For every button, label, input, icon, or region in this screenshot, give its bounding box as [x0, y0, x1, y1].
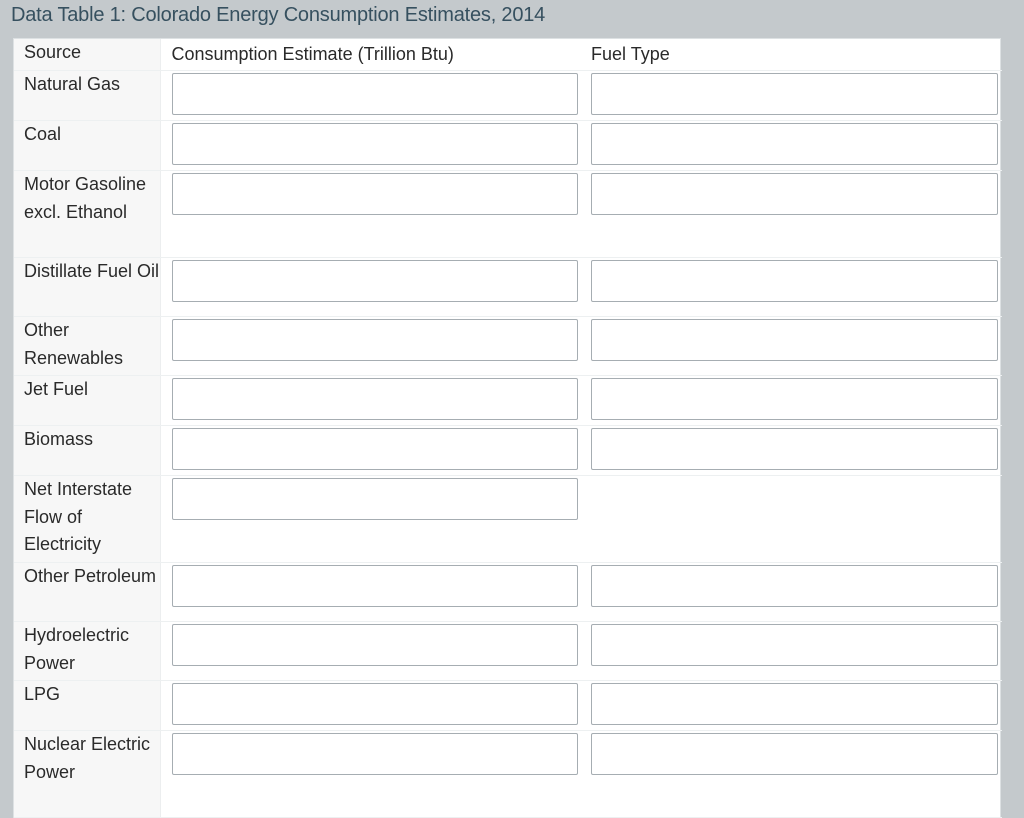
fuel-type-cell [580, 258, 1002, 317]
estimate-cell [160, 317, 580, 376]
table-row [14, 71, 1002, 121]
source-label: Motor Gasoline excl. Ethanol [14, 171, 160, 258]
consumption-estimate-input[interactable] [172, 73, 578, 115]
header-source: Source [14, 39, 160, 71]
source-label: LPG [14, 681, 160, 731]
source-label: Other Petroleum [14, 563, 160, 622]
table-row [14, 171, 1002, 258]
fuel-type-cell [580, 622, 1002, 681]
fuel-type-cell [580, 376, 1002, 426]
estimate-cell [160, 376, 580, 426]
consumption-estimate-input[interactable] [172, 565, 578, 607]
header-consumption-estimate: Consumption Estimate (Trillion Btu) [160, 39, 580, 71]
fuel-type-cell [580, 171, 1002, 258]
source-label: Natural Gas [14, 71, 160, 121]
source-label: Biomass [14, 426, 160, 476]
fuel-type-input[interactable] [591, 683, 998, 725]
estimate-cell [160, 476, 580, 563]
table-body [14, 71, 1002, 818]
source-label: Distillate Fuel Oil [14, 258, 160, 317]
table-row [14, 731, 1002, 818]
source-label: Jet Fuel [14, 376, 160, 426]
estimate-cell [160, 622, 580, 681]
fuel-type-input[interactable] [591, 123, 998, 165]
table-row [14, 258, 1002, 317]
consumption-estimate-input[interactable] [172, 428, 578, 470]
fuel-type-cell [580, 681, 1002, 731]
fuel-type-cell [580, 731, 1002, 818]
source-label: Coal [14, 121, 160, 171]
fuel-type-cell [580, 426, 1002, 476]
estimate-cell [160, 681, 580, 731]
table-row [14, 681, 1002, 731]
estimate-cell [160, 563, 580, 622]
fuel-type-cell [580, 563, 1002, 622]
estimate-cell [160, 426, 580, 476]
table-row [14, 121, 1002, 171]
fuel-type-input[interactable] [591, 624, 998, 666]
fuel-type-input[interactable] [591, 260, 998, 302]
estimate-cell [160, 171, 580, 258]
header-fuel-type: Fuel Type [580, 39, 1002, 71]
fuel-type-cell [580, 121, 1002, 171]
consumption-estimate-input[interactable] [172, 683, 578, 725]
table-row [14, 563, 1002, 622]
source-label: Nuclear Electric Power [14, 731, 160, 818]
table-row [14, 426, 1002, 476]
source-label: Net Interstate Flow of Electricity [14, 476, 160, 563]
consumption-estimate-input[interactable] [172, 478, 578, 520]
fuel-type-input[interactable] [591, 319, 998, 361]
source-label: Other Renewables [14, 317, 160, 376]
fuel-type-input[interactable] [591, 428, 998, 470]
source-label: Hydroelectric Power [14, 622, 160, 681]
estimate-cell [160, 258, 580, 317]
fuel-type-cell [580, 476, 1002, 563]
consumption-estimate-input[interactable] [172, 173, 578, 215]
table-row [14, 476, 1002, 563]
table-row [14, 622, 1002, 681]
estimate-cell [160, 121, 580, 171]
fuel-type-input[interactable] [591, 73, 998, 115]
estimate-cell [160, 731, 580, 818]
consumption-estimate-input[interactable] [172, 260, 578, 302]
consumption-estimate-input[interactable] [172, 319, 578, 361]
consumption-estimate-input[interactable] [172, 624, 578, 666]
fuel-type-input[interactable] [591, 378, 998, 420]
page-title: Data Table 1: Colorado Energy Consumption Estimates, 2014 [11, 4, 546, 26]
fuel-type-cell [580, 71, 1002, 121]
table-row [14, 376, 1002, 426]
fuel-type-input[interactable] [591, 173, 998, 215]
fuel-type-input[interactable] [591, 565, 998, 607]
energy-consumption-table [14, 39, 1002, 818]
data-table-card [13, 38, 1001, 818]
consumption-estimate-input[interactable] [172, 733, 578, 775]
fuel-type-input[interactable] [591, 733, 998, 775]
fuel-type-cell [580, 317, 1002, 376]
table-row [14, 317, 1002, 376]
consumption-estimate-input[interactable] [172, 123, 578, 165]
consumption-estimate-input[interactable] [172, 378, 578, 420]
estimate-cell [160, 71, 580, 121]
table-header-row [14, 39, 1002, 71]
